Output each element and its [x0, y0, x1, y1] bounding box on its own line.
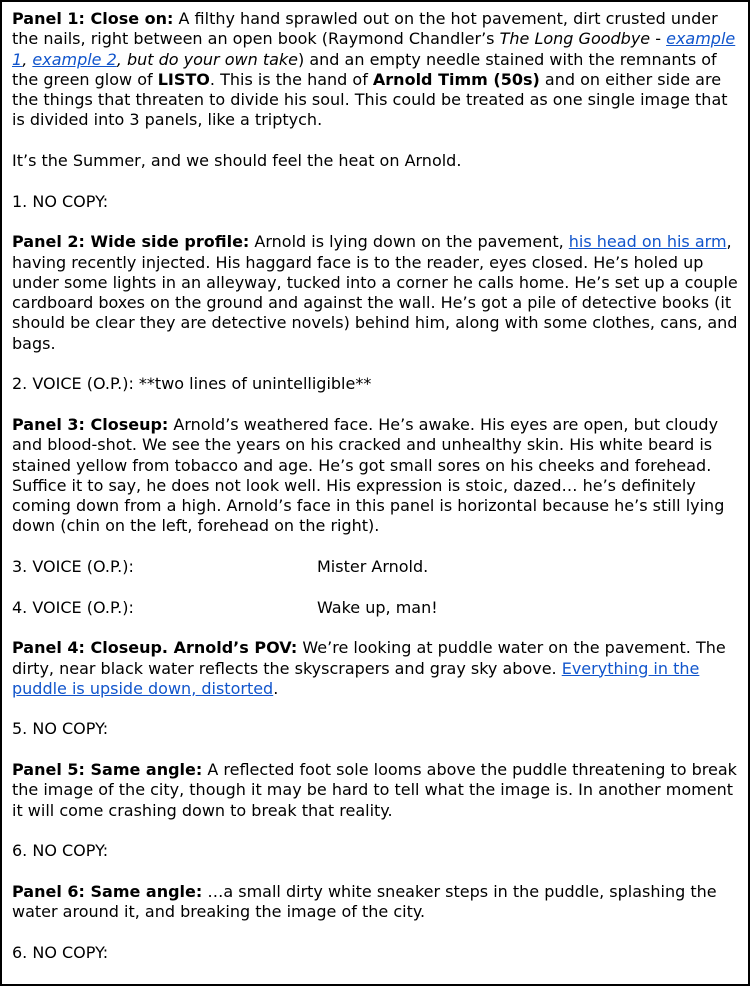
copy-line-2: 2. VOICE (O.P.): **two lines of unintelligible** — [12, 374, 372, 394]
copy-line-4 — [12, 598, 738, 618]
listo-term: LISTO — [157, 69, 210, 89]
panel-3-description: Panel 3: Closeup: Arnold’s weathered face. He’s awake. His eyes are open, but cloudy and blood-shot. We see the years on his cracked and unhealthy skin. His white beard is stained yellow from tobacco and age. He’s got small sores on his cheeks and forehead. Suffice it to say, he does not look well. His expression is stoic, dazed… he’s definitely coming down from a high. Arnold’s face in this panel is horizontal because he’s still lying down (chin on the left, forehead on the right). — [12, 414, 725, 536]
panel-6-heading: Panel 6: Same angle: — [12, 881, 203, 901]
panel-1-heading: Panel 1: Close on: — [12, 9, 174, 28]
book-title: The Long Goodbye — [499, 29, 651, 49]
copy-line-1: 1. NO COPY: — [12, 191, 109, 211]
copy-line-6a: 6. NO COPY: — [12, 841, 109, 861]
copy-line-3 — [12, 557, 738, 577]
panel-2-description: Panel 2: Wide side profile: Arnold is lying down on the pavement, his head on his arm, having recently injected. His haggard face is to the reader, eyes closed. He’s holed up under some lights in an alleyway, tucked into a corner he calls home. He’s set up a couple cardboard boxes on the ground and against the wall. He’s got a pile of detective books (it should be clear they are detective novels) behind him, along with some clothes, cans, and bags. — [12, 232, 738, 353]
copy-4-dialogue: Wake up, man! — [317, 597, 438, 617]
panel-5-heading: Panel 5: Same angle: — [12, 759, 203, 779]
panel-1-description: Panel 1: Close on: A filthy hand sprawled out on the hot pavement, dirt crusted under the nails, right between an open book (Raymond Chandler’s The Long Goodbye - example 1, example 2, but do your own take) and an empty needle stained with the remnants of the green glow of LISTO. This is the hand of Arnold Timm (50s) and on either side are the things that threaten to divide his soul. This could be treated as one single image that is divided into 3 panels, like a triptych. — [12, 9, 736, 130]
panel-4-description: Panel 4: Closeup. Arnold’s POV: We’re looking at puddle water on the pavement. The dirty, near black water reflects the skyscrapers and gray sky above. Everything in the puddle is upside down, distorted. — [12, 638, 726, 698]
copy-3-dialogue: Mister Arnold. — [317, 557, 429, 577]
script-content — [2, 2, 748, 963]
copy-line-5: 5. NO COPY: — [12, 719, 109, 739]
panel-5-description: Panel 5: Same angle: A reflected foot sole looms above the puddle threatening to break the image of the city, though it may be hard to tell what the image is. In another moment it will come crashing down to break that reality. — [12, 759, 737, 820]
panel-1-note: It’s the Summer, and we should feel the heat on Arnold. — [12, 151, 462, 171]
character-name: Arnold Timm (50s) — [372, 69, 540, 89]
copy-4-speaker: 4. VOICE (O.P.): — [12, 597, 134, 617]
example-1-link[interactable]: example 1 — [12, 29, 736, 69]
panel-4-heading: Panel 4: Closeup. Arnold’s POV: — [12, 638, 298, 658]
head-on-arm-link[interactable]: his head on his arm — [568, 232, 727, 252]
copy-line-6b: 6. NO COPY: — [12, 942, 109, 962]
puddle-reference-link[interactable]: Everything in the puddle is upside down, distorted — [12, 658, 700, 698]
panel-3-heading: Panel 3: Closeup: — [12, 414, 169, 434]
panel-6-description: Panel 6: Same angle: …a small dirty white sneaker steps in the puddle, splashing the water around it, and breaking the image of the city. — [12, 881, 717, 922]
example-2-link[interactable]: example 2 — [32, 49, 117, 69]
copy-3-speaker: 3. VOICE (O.P.): — [12, 557, 134, 577]
panel-2-heading: Panel 2: Wide side profile: — [12, 232, 250, 252]
